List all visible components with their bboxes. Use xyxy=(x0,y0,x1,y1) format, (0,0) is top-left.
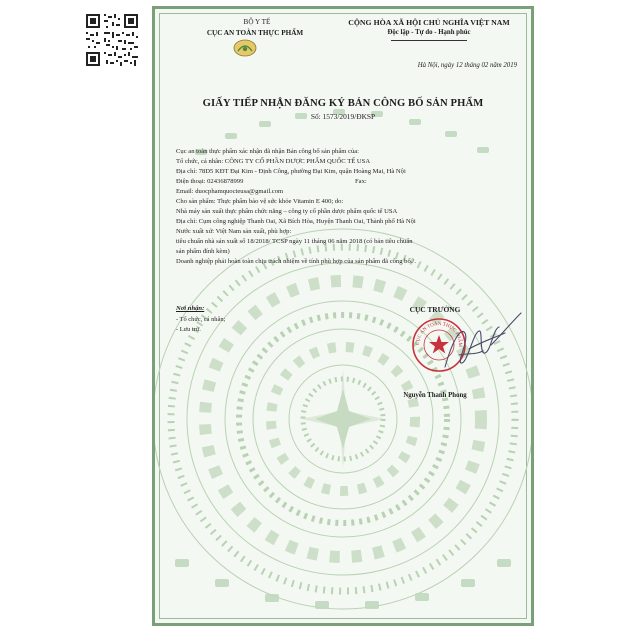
handwritten-signature xyxy=(439,309,523,381)
body-line: Địa chỉ: Cụm công nghiệp Thanh Oai, Xã Bích Hòa, Huyện Thanh Oai, Thành phố Hà Nội xyxy=(176,218,416,225)
document-number: Số: 1573/2019/ĐKSP xyxy=(310,112,376,121)
qr-code xyxy=(84,12,140,68)
national-motto: Độc lập - Tự do - Hạnh phúc xyxy=(387,29,471,36)
body-line: Doanh nghiệp phải hoàn toàn chịu trách nhiệm về tính phù hợp của sản phẩm đã công bố./. xyxy=(176,258,416,265)
body-line: Tổ chức, cá nhân: CÔNG TY CỔ PHẦN DƯỢC PHẨM QUỐC TẾ USA xyxy=(176,158,371,165)
motto-underline xyxy=(391,40,467,41)
signer-name: Nguyễn Thanh Phong xyxy=(403,392,467,399)
document-title: GIẤY TIẾP NHẬN ĐĂNG KÝ BẢN CÔNG BỐ SẢN PHẨM xyxy=(202,98,484,109)
body-line: Nước xuất xứ: Việt Nam sản xuất, phù hợp: xyxy=(176,228,292,235)
body-line: Điện thoại: 02436878999 xyxy=(176,178,244,185)
fax-label: Fax: xyxy=(355,178,367,185)
body-line: tiêu chuẩn nhà sản xuất số 18/2018/ TCSP ngày 11 tháng 06 năm 2018 (có bản tiêu chuẩn xyxy=(176,238,413,245)
body-line: Địa chỉ: 78D5 KĐT Đại Kim - Định Công, phường Đại Kim, quận Hoàng Mai, Hà Nội xyxy=(176,168,406,175)
certificate-document xyxy=(152,6,534,626)
recipient-item: - Lưu trữ. xyxy=(176,326,201,333)
body-line: Nhà máy sản xuất thực phẩm chức năng – công ty cổ phần dược phẩm quốc tế USA xyxy=(176,208,398,215)
ministry-name: BỘ Y TẾ xyxy=(243,18,271,26)
body-line: Email: duocphamquocteusa@gmail.com xyxy=(176,188,284,195)
recipient-item: - Tổ chức, cá nhân; xyxy=(176,316,226,323)
body-line: Cục an toàn thực phẩm xác nhận đã nhận Bản công bố sản phẩm của: xyxy=(176,148,360,155)
agency-name: CỤC AN TOÀN THỰC PHẨM xyxy=(206,29,304,37)
seal-ring-text: CỤC AN TOÀN THỰC PHẨM xyxy=(415,321,463,348)
republic-name: CỘNG HÒA XÃ HỘI CHỦ NGHĨA VIỆT NAM xyxy=(348,18,510,27)
body-line: sản phẩm đính kèm) xyxy=(176,248,230,255)
signatory-title: CỤC TRƯỞNG xyxy=(409,305,461,314)
recipients-heading: Nơi nhận: xyxy=(176,305,205,312)
agency-logo-icon xyxy=(233,39,257,57)
issue-date: Hà Nội, ngày 12 tháng 02 năm 2019 xyxy=(417,62,517,69)
body-line: Cho sản phẩm: Thực phẩm bảo vệ sức khỏe Vitamin E 400; do: xyxy=(176,198,344,205)
